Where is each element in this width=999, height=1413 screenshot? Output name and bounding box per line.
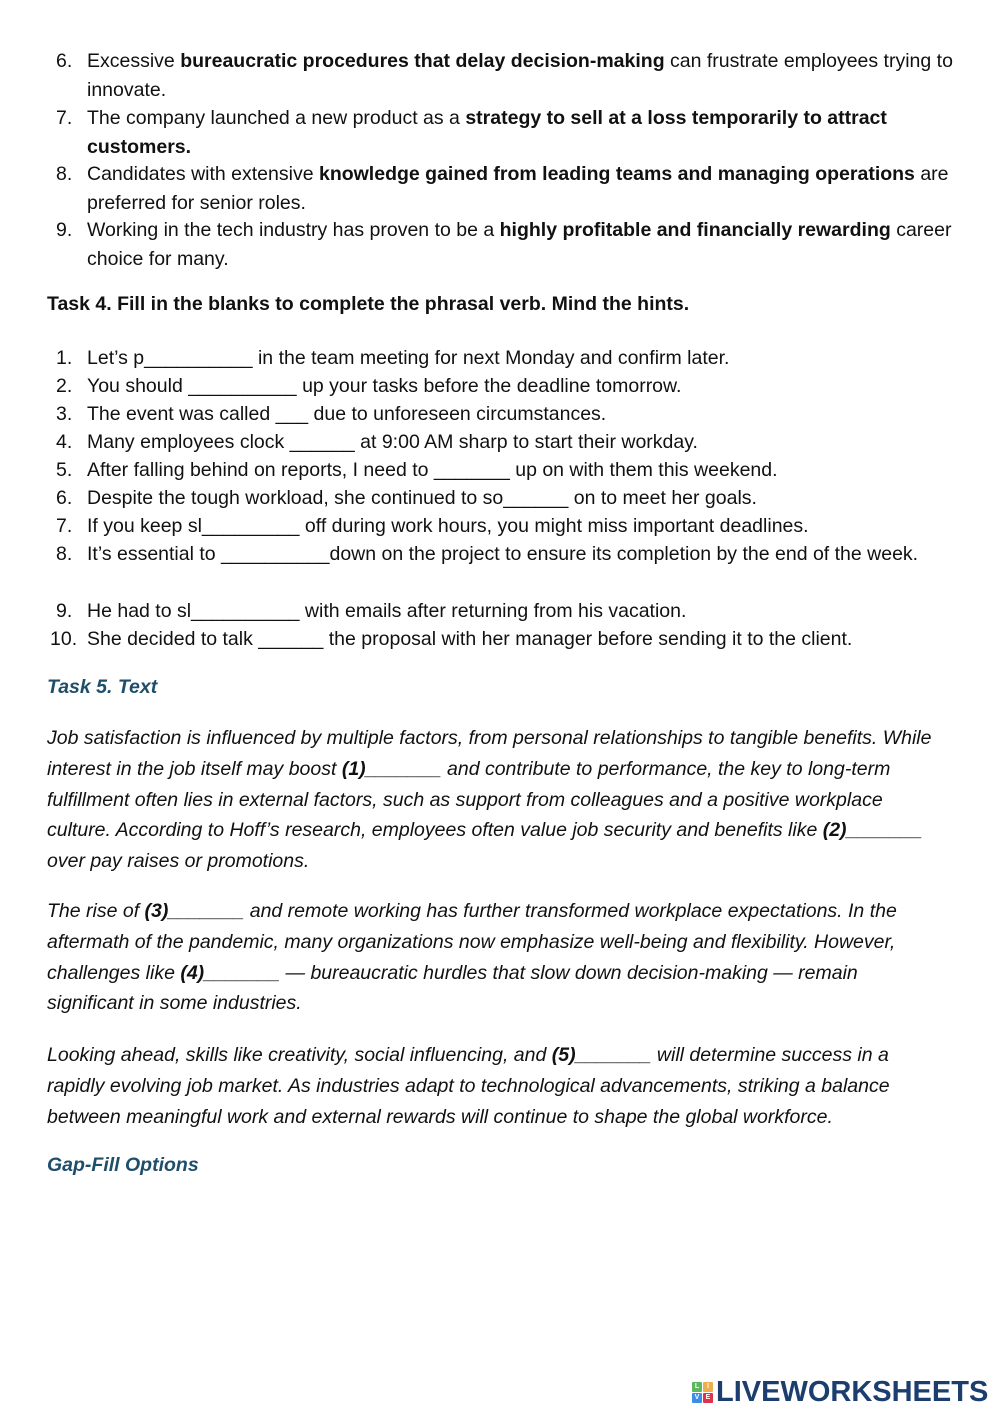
list-item [0,597,960,626]
list-item [0,540,960,569]
list-item [0,456,960,485]
gapfill-heading: Gap-Fill Options [47,1154,199,1176]
text-segment: Candidates with extensive [87,163,319,185]
list-item [0,484,960,513]
text-segment: _______ and contribute to performance, the key to long-term fulfillment often lies in external factors, such as support from colleagues and a positive workplace culture. According to Hoff’s research, employees often value job security and benefits like [47,757,891,842]
gap-number: (3) [144,900,169,922]
list-item [0,372,960,401]
item-number: 5. [56,459,73,481]
item-text [87,47,960,104]
item-text: Despite the tough workload, she continued to so______ on to meet her goals. [87,487,757,509]
text-paragraph [47,723,947,877]
list-item [0,428,960,457]
bold-phrase: highly profitable and financially rewarding [499,219,891,241]
item-number: 1. [56,347,73,369]
list-item [0,512,960,541]
task4-heading: Task 4. Fill in the blanks to complete the phrasal verb. Mind the hints. [47,293,690,315]
item-text [87,160,960,217]
list-item [0,216,960,273]
text-segment: The company launched a new product as a [87,107,466,129]
item-number: 4. [56,431,73,453]
item-text: She decided to talk ______ the proposal with her manager before sending it to the client. [87,628,853,650]
item-number: 8. [56,543,73,565]
logo-tiles-icon [692,1382,713,1403]
text-segment: _______ and remote working has further transformed workplace expectations. In the aftermath of the pandemic, many organizations now emphasize well-being and flexibility. However, challenges like [47,900,897,984]
gap-number: (1) [341,757,366,780]
item-number: 9. [56,600,73,622]
item-text: Many employees clock ______ at 9:00 AM sharp to start their workday. [87,431,698,453]
logo-tile: I [703,1382,713,1392]
text-segment: Excessive [87,50,181,72]
text-segment: Working in the tech industry has proven to be a [87,219,500,241]
list-item [0,104,960,161]
item-text: Let’s p__________ in the team meeting for next Monday and confirm later. [87,347,730,369]
text-segment: can frustrate employees trying to innovate. [87,50,953,101]
item-text [87,216,960,273]
gap-number: (4) [180,961,205,984]
text-paragraph [47,1040,947,1132]
item-number: 3. [56,403,73,425]
text-segment: _______ over pay raises or promotions. [47,819,923,873]
logo-tile: V [692,1393,702,1403]
item-text: You should __________ up your tasks before the deadline tomorrow. [87,375,682,397]
item-number: 7. [56,515,73,537]
bold-phrase: knowledge gained from leading teams and managing operations [318,163,915,185]
logo-tile: L [692,1382,702,1392]
item-number: 6. [56,50,73,72]
item-text: After falling behind on reports, I need to _______ up on with them this weekend. [87,459,778,481]
text-segment: _______ — bureaucratic hurdles that slow down decision-making — remain significant in some industries. [47,961,858,1015]
bold-phrase: bureaucratic procedures that delay decision-making [180,50,665,72]
text-segment: Looking ahead, skills like creativity, social influencing, and [47,1044,552,1066]
gap-number: (2) [822,819,847,842]
text-segment: are preferred for senior roles. [87,163,949,214]
item-number: 2. [56,375,73,397]
item-number: 10. [50,628,78,650]
item-number: 8. [56,163,73,185]
liveworksheets-logo [692,1376,988,1409]
logo-tile: E [703,1393,713,1403]
item-text: He had to sl__________ with emails after returning from his vacation. [87,600,687,622]
bold-phrase: strategy to sell at a loss temporarily to attract customers. [87,107,887,158]
list-item [0,47,960,104]
list-item [0,400,960,429]
list-item [0,625,960,654]
logo-text: LIVEWORKSHEETS [716,1376,989,1408]
text-segment: _______ will determine success in a rapidly evolving job market. As industries adapt to technological advancements, striking a balance between meaningful work and external rewards will continue to shape the global workforce. [47,1044,890,1128]
text-paragraph [47,896,947,1019]
list-item [0,344,960,373]
item-text [87,104,960,161]
item-number: 9. [56,219,73,241]
item-number: 6. [56,487,73,509]
text-segment: Job satisfaction is influenced by multiple factors, from personal relationships to tangible benefits. While interest in the job itself may boost [47,727,932,780]
text-segment: The rise of [47,900,145,922]
task5-heading: Task 5. Text [47,676,158,698]
item-text: If you keep sl_________ off during work hours, you might miss important deadlines. [87,515,809,537]
item-number: 7. [56,107,73,129]
list-item [0,160,960,217]
item-text: It’s essential to __________down on the project to ensure its completion by the end of the week. [87,543,919,565]
text-segment: career choice for many. [87,219,952,270]
item-text: The event was called ___ due to unforeseen circumstances. [87,403,607,425]
gap-number: (5) [551,1044,576,1066]
